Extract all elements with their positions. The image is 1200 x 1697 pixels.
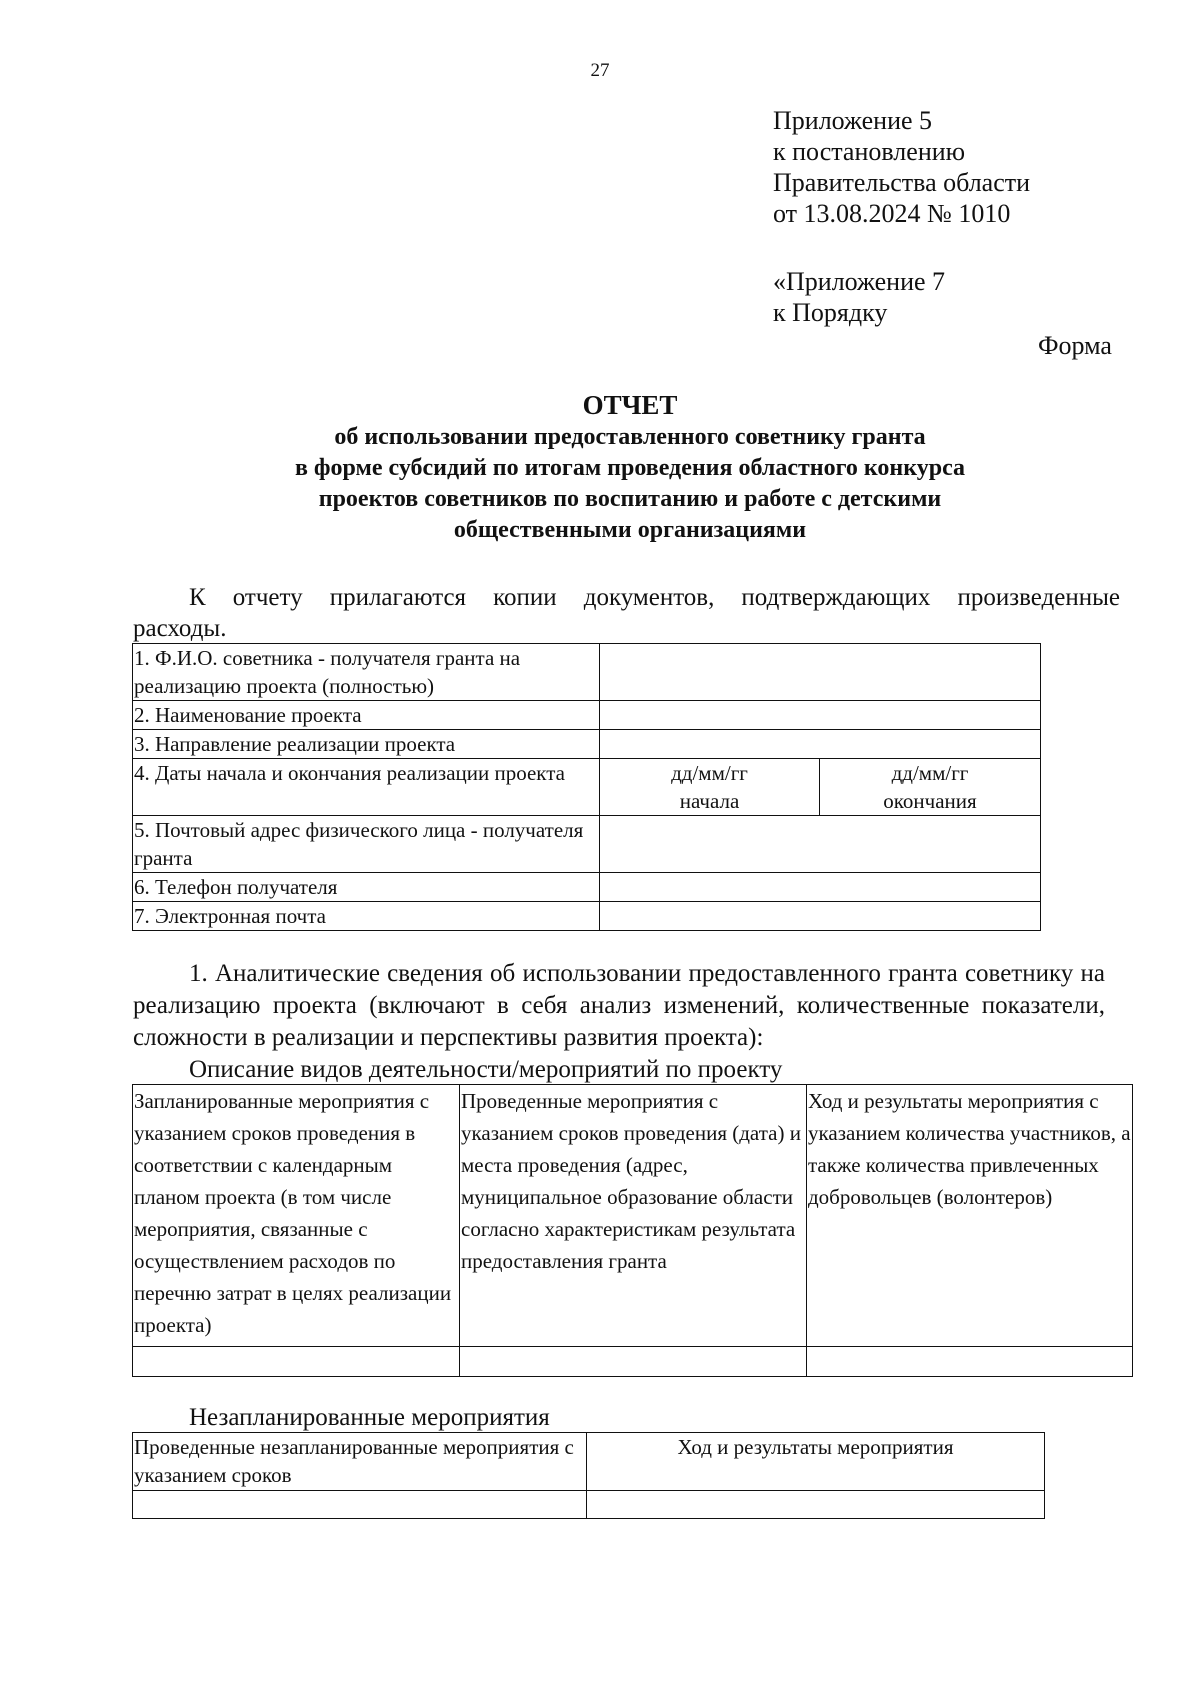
- info-label-cell: 5. Почтовый адрес физического лица - получателя гранта: [133, 816, 600, 873]
- appendix-line: от 13.08.2024 № 1010: [773, 199, 1011, 228]
- info-label-cell: 2. Наименование проекта: [133, 701, 600, 730]
- info-value-cell: [600, 701, 1041, 730]
- appendix-7-line: «Приложение 7: [773, 267, 946, 296]
- info-label-cell: 3. Направление реализации проекта: [133, 730, 600, 759]
- end-date-cell: [820, 759, 1041, 816]
- appendix-7-reference: [773, 266, 945, 328]
- info-value-cell: [600, 730, 1041, 759]
- table-cell: [587, 1491, 1045, 1519]
- table-row: [133, 759, 1041, 816]
- appendix-line: Правительства области: [773, 168, 1031, 197]
- table-row: [133, 701, 1041, 730]
- report-title: [130, 388, 1130, 546]
- table-row: [133, 1347, 1133, 1377]
- intro-paragraph: [133, 582, 1120, 644]
- analytic-paragraph: 1. Аналитические сведения об использовании предоставленного гранта советнику на реализацию проекта (включают в себя анализ изменений, количественные показатели, сложности в реализации и перспективы развития проекта):: [133, 960, 1105, 1051]
- table-row: [133, 816, 1041, 873]
- appendix-reference: [773, 105, 1030, 229]
- activity-results-header: Ход и результаты мероприятия с указанием количества участников, а также количества привлеченных добровольцев (волонтеров): [807, 1085, 1133, 1347]
- table-row: [133, 730, 1041, 759]
- activities-caption: Описание видов деятельности/мероприятий по проекту: [189, 1056, 783, 1083]
- title-main: ОТЧЕТ: [582, 390, 678, 420]
- appendix-line: Приложение 5: [773, 106, 933, 135]
- table-row: [133, 1491, 1045, 1519]
- end-date-caption: окончания: [883, 789, 977, 813]
- title-line: общественными организациями: [453, 517, 807, 543]
- info-label-cell: 4. Даты начала и окончания реализации проекта: [133, 759, 600, 816]
- info-label-cell: 7. Электронная почта: [133, 902, 600, 931]
- unplanned-caption: Незапланированные мероприятия: [189, 1404, 550, 1431]
- title-line: об использовании предоставленного советнику гранта: [334, 424, 926, 450]
- form-label: Форма: [1038, 331, 1112, 360]
- start-date-caption: начала: [679, 789, 740, 813]
- held-activities-header: Проведенные мероприятия с указанием сроков проведения (дата) и места проведения (адрес, муниципальное образование области согласно характеристикам результата предоставления гранта: [460, 1085, 807, 1347]
- appendix-7-line: к Порядку: [773, 298, 888, 327]
- intro-line: расходы.: [133, 615, 227, 642]
- intro-line: К отчету прилагаются копии документов, подтверждающих произведенные: [189, 584, 1120, 611]
- table-row: [133, 873, 1041, 902]
- planned-activities-header: Запланированные мероприятия с указанием сроков проведения в соответствии с календарным планом проекта (в том числе мероприятия, связанные с осуществлением расходов по перечню затрат в целях реализации проекта): [133, 1085, 460, 1347]
- info-value-cell: [600, 873, 1041, 902]
- start-date-format: дд/мм/гг: [671, 761, 748, 785]
- title-line: проектов советников по воспитанию и работе с детскими: [318, 486, 942, 512]
- table-cell: [133, 1491, 587, 1519]
- end-date-format: дд/мм/гг: [891, 761, 969, 785]
- appendix-line: к постановлению: [773, 137, 966, 166]
- activities-table: [132, 1084, 1133, 1377]
- info-table: [132, 643, 1041, 931]
- table-cell: [460, 1347, 807, 1377]
- table-cell: [807, 1347, 1133, 1377]
- start-date-cell: [600, 759, 820, 816]
- unplanned-activities-header: Проведенные незапланированные мероприятия с указанием сроков: [133, 1433, 587, 1491]
- table-cell: [133, 1347, 460, 1377]
- table-header-row: [133, 1085, 1133, 1347]
- unplanned-table: [132, 1432, 1045, 1519]
- unplanned-results-header: Ход и результаты мероприятия: [587, 1433, 1045, 1491]
- title-line: в форме субсидий по итогам проведения областного конкурса: [294, 455, 966, 481]
- table-row: [133, 644, 1041, 701]
- info-value-cell: [600, 644, 1041, 701]
- info-label-cell: 1. Ф.И.О. советника - получателя гранта на реализацию проекта (полностью): [133, 644, 600, 701]
- info-label-cell: 6. Телефон получателя: [133, 873, 600, 902]
- info-value-cell: [600, 902, 1041, 931]
- info-value-cell: [600, 816, 1041, 873]
- table-row: [133, 902, 1041, 931]
- table-header-row: [133, 1433, 1045, 1491]
- page-number: 27: [590, 60, 610, 81]
